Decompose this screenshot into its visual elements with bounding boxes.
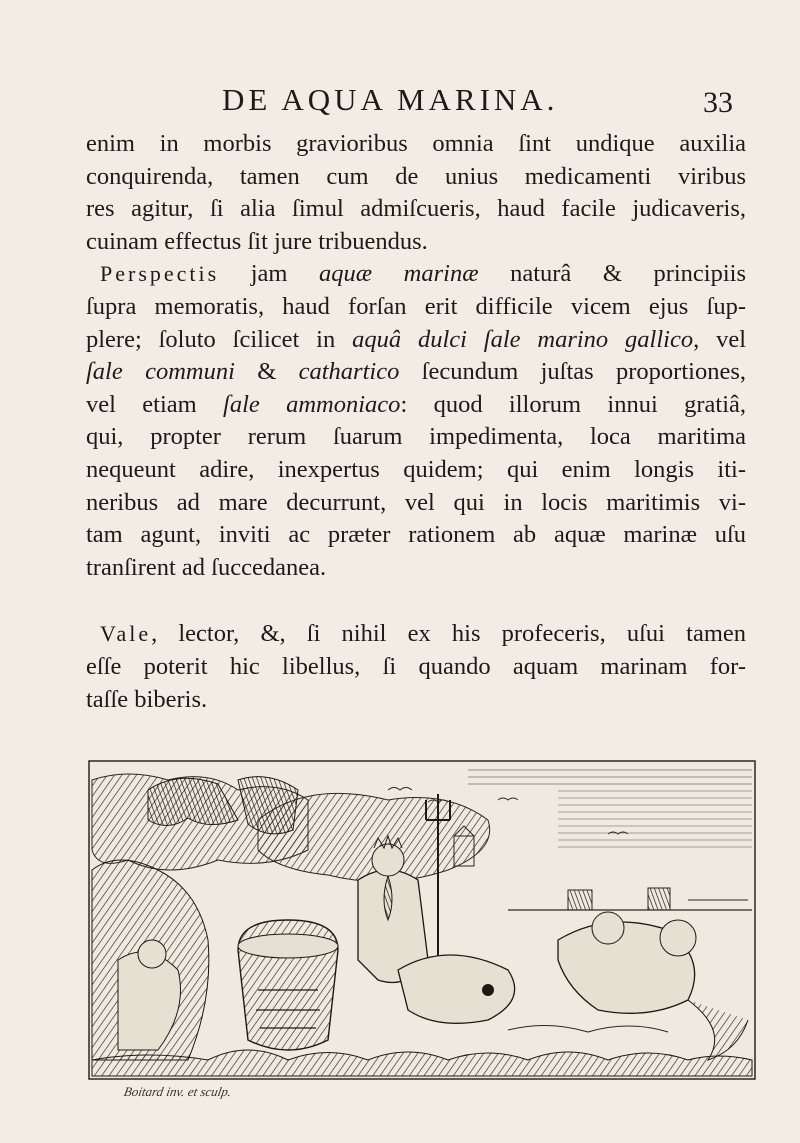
engraving-illustration	[88, 760, 756, 1080]
page-number: 33	[703, 86, 733, 119]
body-text	[86, 128, 746, 716]
text-run: : quod illorum innui gratiâ,	[400, 390, 746, 418]
sky-hatching	[468, 764, 752, 788]
neptune-head	[372, 844, 404, 876]
text-line: res agitur, ſi alia ſimul admiſcueris, haud facile judicaveris,	[86, 195, 746, 223]
text-line: cuinam effectus ſit jure tribuendus.	[86, 227, 428, 255]
distant-building	[648, 888, 670, 910]
text-run: , lector, &, ſi nihil ex his profeceris, uſui tamen	[151, 620, 746, 648]
text-line: tam agunt, inviti ac præter rationem ab aquæ marinæ uſu	[86, 521, 746, 549]
dolphin	[398, 955, 515, 1023]
urn-rim	[238, 934, 338, 958]
triton-head	[660, 920, 696, 956]
page-header	[0, 82, 800, 122]
text-run: vel etiam	[86, 390, 224, 418]
italic-run: ſale communi	[86, 358, 235, 386]
text-line: taſſe biberis.	[86, 685, 208, 713]
small-caps-word: Perspectis	[100, 261, 220, 287]
small-caps-word: Vale	[100, 621, 152, 647]
text-line: ſupra memoratis, haud forſan erit difficile vicem ejus ſup-	[86, 292, 746, 320]
text-line: nequeunt adire, inexpertus quidem; qui enim longis iti-	[86, 455, 746, 483]
italic-run: aquæ marinæ	[319, 260, 479, 288]
text-run: plere; ſoluto ſcilicet in	[86, 325, 353, 353]
text-line: tranſirent ad ſuccedanea.	[86, 553, 327, 581]
sky-hatching	[558, 790, 752, 850]
engraver-signature: Boitard inv. et sculp.	[122, 1084, 233, 1099]
distant-building	[568, 890, 592, 910]
text-line	[86, 356, 746, 389]
text-line: conquirenda, tamen cum de unius medicamenti viribus	[86, 162, 746, 190]
text-run: , vel	[693, 325, 747, 353]
text-line	[86, 324, 746, 357]
text-run: &	[234, 358, 299, 386]
text-line	[86, 258, 746, 291]
text-line: enim in morbis gravioribus omnia ſint undique auxilia	[86, 130, 746, 157]
text-run: naturâ & principiis	[478, 260, 746, 288]
text-run: jam	[219, 260, 320, 288]
text-line: neribus ad mare decurrunt, vel qui in locis maritimis vi-	[86, 488, 746, 516]
text-run: ſecundum juſtas proportiones,	[399, 358, 746, 386]
text-line	[86, 389, 746, 422]
running-title: DE AQUA MARINA.	[222, 82, 559, 117]
italic-run: ſale ammoniaco	[223, 390, 401, 418]
text-line: eſſe poterit hic libellus, ſi quando aquam marinam for-	[86, 652, 746, 680]
text-line: qui, propter rerum ſuarum impedimenta, loca maritima	[86, 423, 746, 451]
italic-run: cathartico	[298, 358, 400, 386]
engraving-svg	[88, 760, 756, 1080]
text-line	[86, 618, 746, 651]
italic-run: aquâ dulci ſale marino gallico	[352, 325, 694, 353]
